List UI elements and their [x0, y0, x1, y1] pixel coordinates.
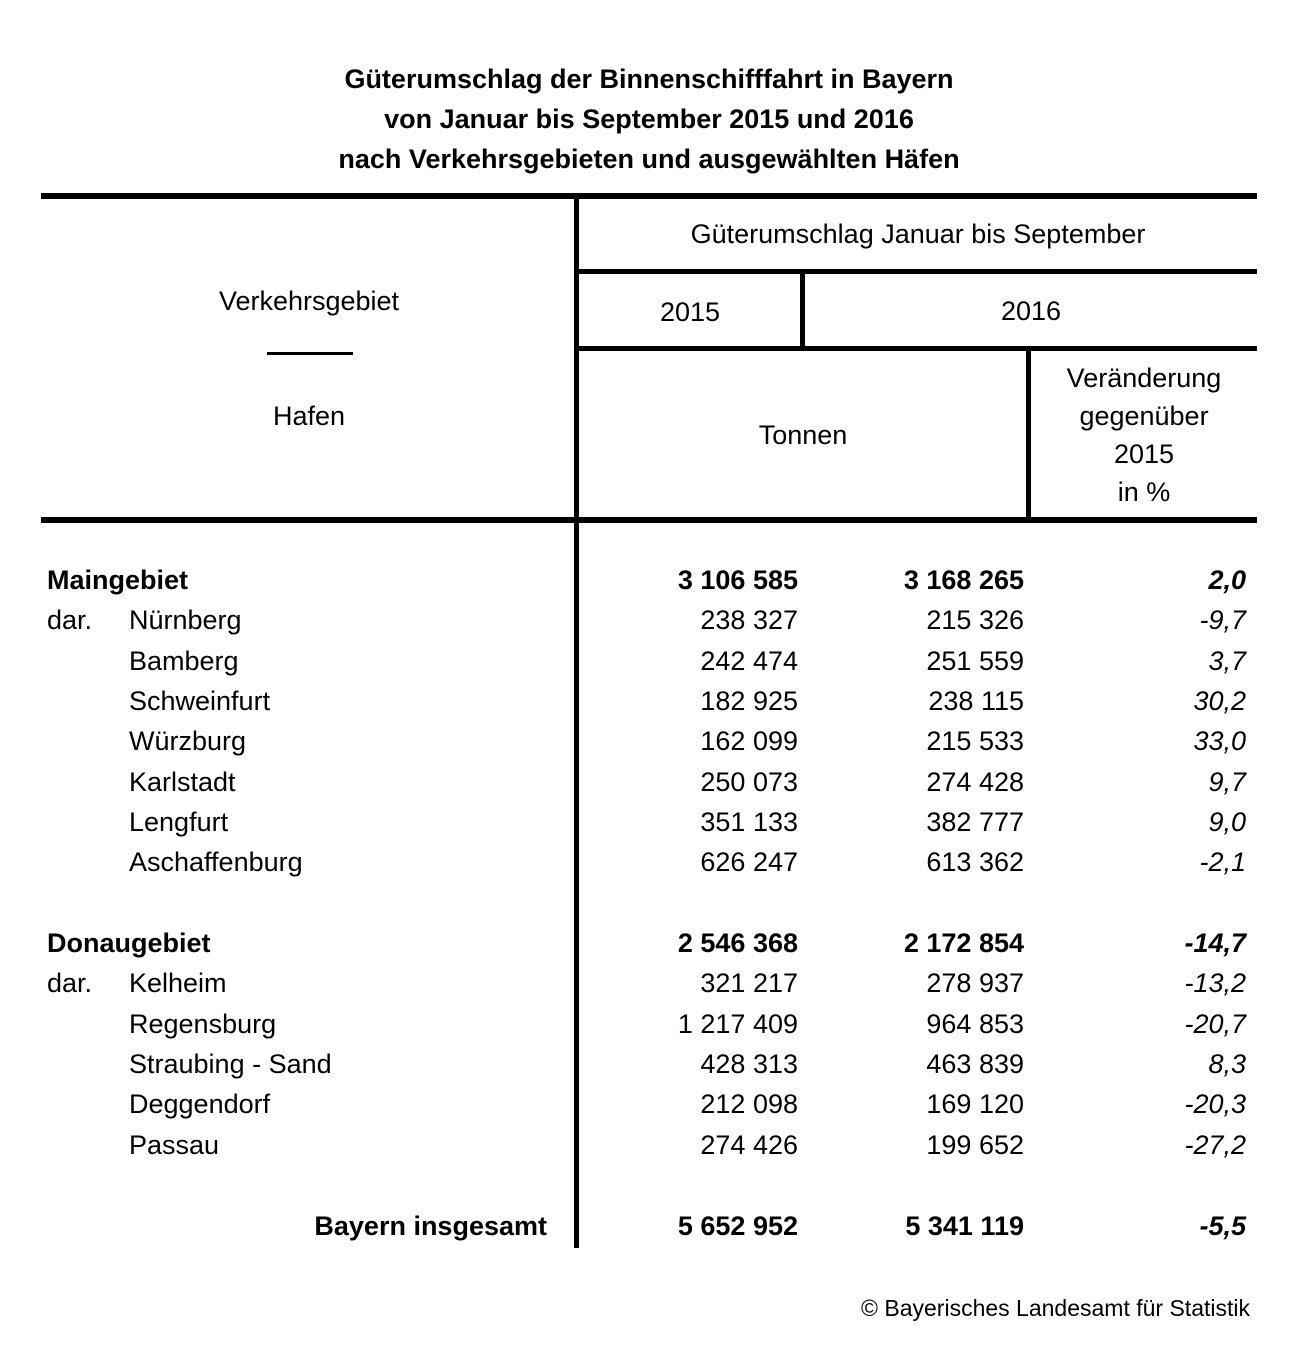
table-row	[0, 842, 1310, 882]
value-2016: 613 362	[926, 847, 1024, 877]
group-row-donaugebiet	[0, 923, 1310, 963]
row-prefix: dar.	[47, 968, 93, 998]
table-row	[0, 1084, 1310, 1124]
value-change: 33,0	[1193, 726, 1246, 756]
change-header-line-4: in %	[1117, 477, 1171, 507]
value-2015: 242 474	[700, 646, 798, 676]
column-header-2015: 2015	[659, 297, 721, 327]
value-2015: 626 247	[700, 847, 798, 877]
group-name: Maingebiet	[47, 565, 189, 595]
value-2015: 274 426	[700, 1130, 798, 1160]
value-2016: 215 533	[926, 726, 1024, 756]
span-header-rule	[577, 269, 1257, 274]
port-name: Lengfurt	[129, 807, 229, 837]
value-2016: 169 120	[926, 1089, 1024, 1119]
table-row	[0, 681, 1310, 721]
table-row	[0, 1004, 1310, 1044]
title-line-3: nach Verkehrsgebieten und ausgewählten Häfen	[338, 144, 960, 174]
value-change: -9,7	[1199, 605, 1246, 635]
value-2015: 5 652 952	[677, 1211, 798, 1241]
total-name: Bayern insgesamt	[314, 1211, 547, 1241]
port-name: Kelheim	[129, 968, 227, 998]
title-line-1: Güterumschlag der Binnenschifffahrt in Bayern	[344, 64, 954, 94]
stub-header-verkehrsgebiet: Verkehrsgebiet	[218, 286, 400, 316]
value-change: 9,0	[1208, 807, 1246, 837]
table-row	[0, 641, 1310, 681]
port-name: Deggendorf	[129, 1089, 271, 1119]
port-name: Nürnberg	[129, 605, 242, 635]
change-header-line-1: Veränderung	[1066, 363, 1222, 393]
header-bottom-rule	[41, 517, 1257, 523]
value-2015: 2 546 368	[677, 928, 798, 958]
value-change: -20,7	[1184, 1009, 1246, 1039]
title-line-2: von Januar bis September 2015 und 2016	[384, 104, 914, 134]
value-2016: 251 559	[926, 646, 1024, 676]
value-change: 9,7	[1208, 767, 1246, 797]
value-change: 2,0	[1208, 565, 1246, 595]
table-row	[0, 1044, 1310, 1084]
table-row	[0, 963, 1310, 1003]
value-2016: 278 937	[926, 968, 1024, 998]
value-change: -2,1	[1199, 847, 1246, 877]
value-2016: 2 172 854	[903, 928, 1024, 958]
row-prefix: dar.	[47, 605, 93, 635]
value-change: -27,2	[1184, 1130, 1246, 1160]
value-change: -20,3	[1184, 1089, 1246, 1119]
value-2016: 964 853	[926, 1009, 1024, 1039]
change-header	[1031, 359, 1257, 511]
group-row-maingebiet	[0, 560, 1310, 600]
value-2015: 351 133	[700, 807, 798, 837]
unit-header-tonnen: Tonnen	[758, 420, 848, 450]
port-name: Passau	[129, 1130, 220, 1160]
port-name: Bamberg	[129, 646, 239, 676]
value-2015: 428 313	[700, 1049, 798, 1079]
value-2016: 382 777	[926, 807, 1024, 837]
port-name: Aschaffenburg	[129, 847, 303, 877]
value-change: -14,7	[1184, 928, 1246, 958]
change-header-line-3: 2015	[1113, 439, 1175, 469]
value-2016: 238 115	[928, 686, 1024, 716]
value-2015: 182 925	[700, 686, 798, 716]
port-name: Regensburg	[129, 1009, 277, 1039]
port-name: Straubing - Sand	[129, 1049, 332, 1079]
table-row	[0, 1125, 1310, 1165]
stub-header-separator	[267, 352, 353, 355]
port-name: Karlstadt	[129, 767, 236, 797]
stub-header-hafen: Hafen	[272, 401, 346, 431]
table-row	[0, 600, 1310, 640]
change-header-line-2: gegenüber	[1079, 401, 1209, 431]
value-2016: 215 326	[926, 605, 1024, 635]
group-name: Donaugebiet	[47, 928, 211, 958]
value-2015: 3 106 585	[677, 565, 798, 595]
table-row	[0, 762, 1310, 802]
table-row	[0, 802, 1310, 842]
value-change: 30,2	[1193, 686, 1246, 716]
value-2015: 321 217	[700, 968, 798, 998]
top-rule	[41, 193, 1257, 199]
total-row	[0, 1206, 1310, 1246]
value-2016: 463 839	[926, 1049, 1024, 1079]
table-row	[0, 721, 1310, 761]
value-2015: 1 217 409	[677, 1009, 798, 1039]
value-change: 3,7	[1208, 646, 1246, 676]
value-2016: 199 652	[926, 1130, 1024, 1160]
column-header-2016: 2016	[1000, 296, 1062, 326]
port-name: Schweinfurt	[129, 686, 271, 716]
value-2015: 238 327	[700, 605, 798, 635]
value-change: -5,5	[1199, 1211, 1246, 1241]
value-2016: 3 168 265	[903, 565, 1024, 595]
port-name: Würzburg	[129, 726, 247, 756]
value-change: 8,3	[1208, 1049, 1246, 1079]
value-2016: 274 428	[926, 767, 1024, 797]
value-change: -13,2	[1184, 968, 1246, 998]
value-2015: 212 098	[700, 1089, 798, 1119]
value-2015: 250 073	[700, 767, 798, 797]
value-2016: 5 341 119	[905, 1211, 1024, 1241]
year-header-rule	[577, 346, 1257, 351]
value-2015: 162 099	[700, 726, 798, 756]
copyright-footer: © Bayerisches Landesamt für Statistik	[861, 1295, 1250, 1321]
span-header: Güterumschlag Januar bis September	[690, 219, 1146, 249]
